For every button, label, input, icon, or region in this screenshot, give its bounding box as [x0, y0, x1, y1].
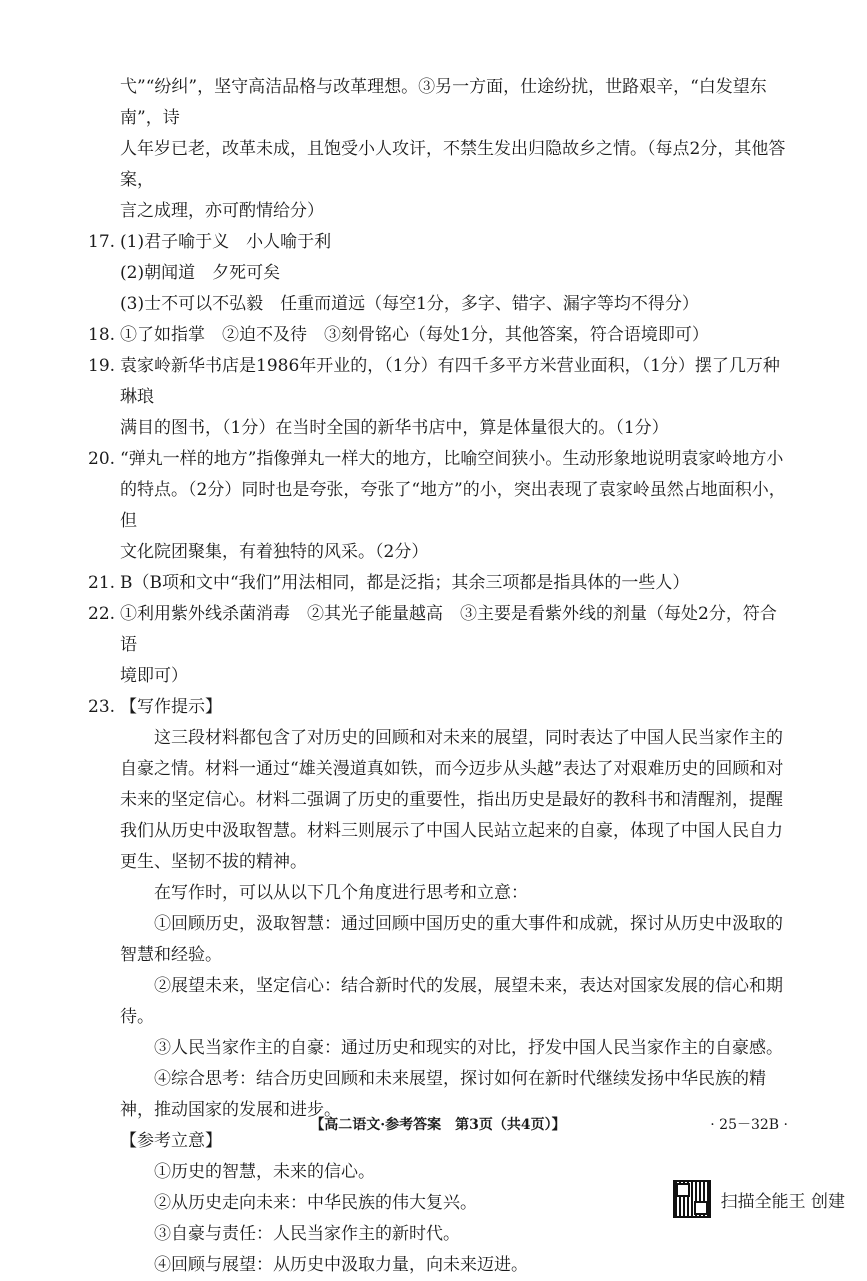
carryover-line-1: 弋”“纷纠”，坚守高洁品格与改革理想。③另一方面，仕途纷扰，世路艰辛，“白发望东南”，诗 [120, 77, 767, 128]
question-23 [88, 692, 788, 723]
question-18 [88, 320, 788, 351]
reference-idea-1: ①历史的智慧，未来的信心。 [154, 1162, 375, 1182]
answer-19-line-2: 满目的图书，（1分）在当时全国的新华书店中，算是体量很大的。（1分） [120, 418, 669, 438]
footer-code: · 25－32B · [710, 1117, 788, 1133]
reference-idea-2: ②从历史走向未来：中华民族的伟大复兴。 [154, 1193, 477, 1213]
question-19 [88, 351, 788, 444]
answer-19-line-1: 袁家岭新华书店是1986年开业的，（1分）有四千多平方米营业面积，（1分）摆了几万种琳琅 [120, 356, 780, 407]
writing-angle-1: ①回顾历史，汲取智慧：通过回顾中国历史的重大事件和成就，探讨从历史中汲取的智慧和经验。 [120, 914, 783, 965]
question-17 [88, 227, 788, 320]
qr-code-icon [673, 1180, 711, 1218]
writing-tips-heading: 【写作提示】 [120, 697, 222, 717]
question-22 [88, 599, 788, 692]
reference-heading: 【参考立意】 [120, 1131, 222, 1151]
answer-17-3: (3)士不可以不弘毅 任重而道远（每空1分，多字、错字、漏字等均不得分） [120, 294, 699, 314]
footer-title: 【高二语文·参考答案 第3页（共4页）】 [310, 1117, 566, 1133]
question-number: 19. [88, 356, 116, 376]
writing-angle-2: ②展望未来，坚定信心：结合新时代的发展，展望未来，表达对国家发展的信心和期待。 [120, 976, 783, 1027]
reference-idea-3: ③自豪与责任：人民当家作主的新时代。 [154, 1224, 460, 1244]
writing-tips-paragraph-1: 这三段材料都包含了对历史的回顾和对未来的展望，同时表达了中国人民当家作主的自豪之情。材料一通过“雄关漫道真如铁，而今迈步从头越”表达了对艰难历史的回顾和对未来的坚定信心。材料二强调了历史的重要性，指出历史是最好的教科书和清醒剂，提醒我们从历史中汲取智慧。材料三则展示了中国人民站立起来的自豪，体现了中国人民自力更生、坚韧不拔的精神。 [120, 728, 784, 872]
answer-content [88, 72, 788, 1281]
answer-20-line-2: 的特点。（2分）同时也是夸张，夸张了“地方”的小，突出表现了袁家岭虽然占地面积小，但 [120, 480, 786, 531]
writing-angle-3: ③人民当家作主的自豪：通过历史和现实的对比，抒发中国人民当家作主的自豪感。 [154, 1038, 783, 1058]
reference-idea-4: ④回顾与展望：从历史中汲取力量，向未来迈进。 [154, 1255, 528, 1275]
answer-20-line-1: “弹丸一样的地方”指像弹丸一样大的地方，比喻空间狭小。生动形象地说明袁家岭地方小 [120, 449, 784, 469]
carryover-line-3: 言之成理，亦可酌情给分） [120, 201, 324, 221]
question-number: 23. [88, 697, 116, 717]
answer-17-2: (2)朝闻道 夕死可矣 [120, 263, 281, 283]
scanner-watermark [673, 1178, 845, 1220]
question-number: 22. [88, 604, 116, 624]
answer-20-line-3: 文化院团聚集，有着独特的风采。（2分） [120, 542, 429, 562]
q16-carryover [88, 72, 788, 227]
question-20 [88, 444, 788, 568]
carryover-line-2: 人年岁已老，改革未成，且饱受小人攻讦，不禁生发出归隐故乡之情。（每点2分，其他答案， [120, 139, 786, 190]
answer-18: ①了如指掌 ②迫不及待 ③刻骨铭心（每处1分，其他答案，符合语境即可） [120, 325, 709, 345]
question-number: 18. [88, 325, 116, 345]
question-21 [88, 568, 788, 599]
writing-angle-4: ④综合思考：结合历史回顾和未来展望，探讨如何在新时代继续发扬中华民族的精神，推动国家的发展和进步。 [120, 1069, 766, 1120]
question-number: 17. [88, 232, 116, 252]
question-number: 21. [88, 573, 116, 593]
watermark-text: 扫描全能王 创建 [720, 1191, 845, 1212]
page-footer [88, 1112, 788, 1138]
answer-22-line-1: ①利用紫外线杀菌消毒 ②其光子能量越高 ③主要是看紫外线的剂量（每处2分，符合语 [120, 604, 777, 655]
answer-22-line-2: 境即可） [120, 666, 188, 686]
writing-tips-paragraph-2: 在写作时，可以从以下几个角度进行思考和立意： [154, 883, 528, 903]
answer-21: B（B项和文中“我们”用法相同，都是泛指；其余三项都是指具体的一些人） [120, 573, 690, 593]
question-number: 20. [88, 449, 116, 469]
answer-17-1: (1)君子喻于义 小人喻于利 [120, 232, 332, 252]
